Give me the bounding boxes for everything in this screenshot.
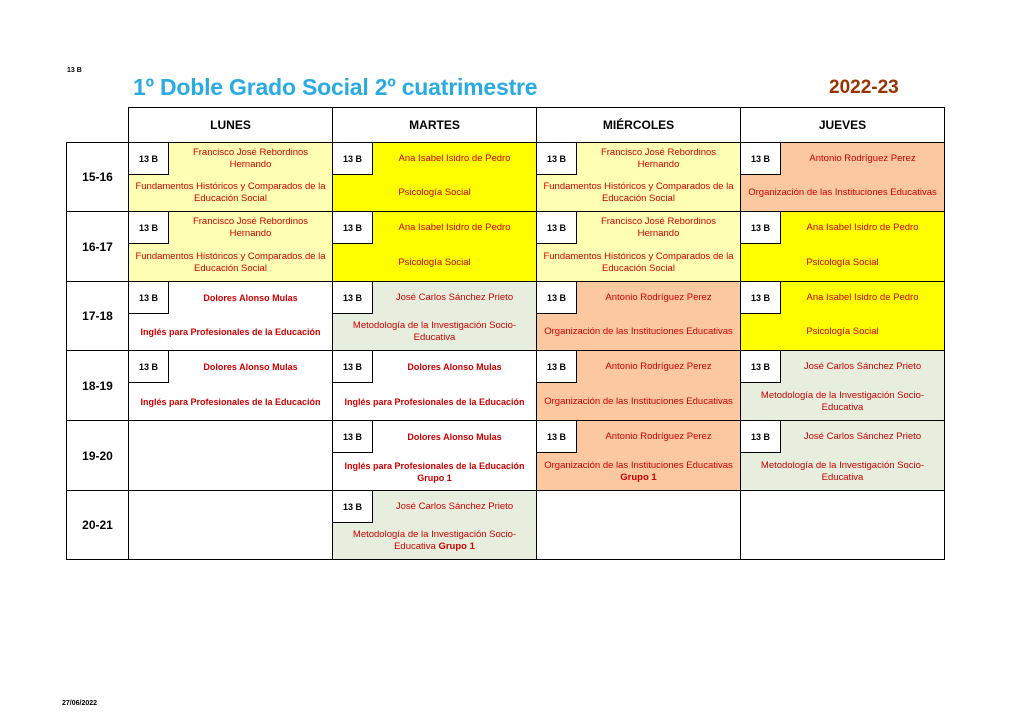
subject-text: Organización de las Instituciones Educativas (544, 395, 733, 407)
subject-text: Psicología Social (806, 256, 879, 268)
footer-date: 27/06/2022 (62, 700, 98, 707)
room-badge: 13 B (129, 282, 169, 314)
class-slot[interactable] (536, 211, 741, 282)
subject-text: Organización de las Instituciones Educativas (544, 326, 733, 337)
class-slot[interactable] (332, 420, 537, 491)
subject-text: Inglés para Profesionales de la Educación (344, 396, 525, 407)
room-badge: 13 B (129, 351, 169, 383)
teacher-name: Ana Isabel Isidro de Pedro (398, 222, 511, 233)
room-badge: 13 B (741, 282, 781, 314)
class-slot[interactable] (332, 211, 537, 282)
room-badge: 13 B (333, 491, 373, 523)
group-label: Grupo 1 (620, 471, 657, 483)
teacher-name: Antonio Rodríguez Perez (605, 431, 712, 442)
subject-name (741, 244, 944, 281)
subject-name (741, 175, 944, 211)
subject-name (537, 175, 740, 211)
teacher-name: Ana Isabel Isidro de Pedro (806, 222, 919, 233)
empty-slot (740, 490, 945, 560)
subject-name (129, 244, 332, 281)
teacher-name: Dolores Alonso Mulas (407, 362, 502, 372)
academic-year: 2022-23 (829, 77, 899, 98)
subject-name (537, 244, 740, 281)
room-badge: 13 B (537, 212, 577, 244)
subject-text: Fundamentos Históricos y Comparados de la Educación Social (543, 250, 734, 274)
subject-name (537, 314, 740, 350)
subject-text: Inglés para Profesionales de la Educación (140, 396, 321, 407)
subject-name (333, 453, 536, 490)
class-slot[interactable] (332, 490, 537, 560)
empty-slot (128, 420, 333, 491)
room-badge: 13 B (537, 421, 577, 453)
class-slot[interactable] (332, 350, 537, 421)
subject-text: Fundamentos Históricos y Comparados de la Educación Social (543, 181, 734, 204)
class-slot[interactable] (128, 142, 333, 212)
day-header-2: MARTES (332, 107, 537, 143)
time-slot-label: 19-20 (66, 420, 129, 491)
subject-name (333, 383, 536, 420)
subject-name (333, 244, 536, 281)
teacher-name: Francisco José Rebordinos Hernando (192, 147, 309, 170)
subject-text: Psicología Social (398, 256, 471, 268)
day-header-4: JUEVES (740, 107, 945, 143)
room-badge: 13 B (333, 282, 373, 314)
time-slot-label: 15-16 (66, 142, 129, 212)
subject-text: Psicología Social (398, 187, 471, 198)
class-slot[interactable] (740, 420, 945, 491)
room-badge: 13 B (333, 212, 373, 244)
room-badge: 13 B (129, 212, 169, 244)
room-badge: 13 B (741, 212, 781, 244)
subject-text: Inglés para Profesionales de la Educación (344, 460, 525, 471)
subject-text: Organización de las Instituciones Educativas (544, 459, 733, 471)
subject-name (333, 314, 536, 350)
teacher-name: José Carlos Sánchez Prieto (395, 501, 514, 512)
subject-name (741, 314, 944, 350)
teacher-name: José Carlos Sánchez Prieto (395, 292, 514, 303)
teacher-name: José Carlos Sánchez Prieto (803, 361, 922, 372)
teacher-name: Francisco José Rebordinos Hernando (600, 216, 717, 239)
room-badge: 13 B (741, 143, 781, 175)
subject-name (537, 383, 740, 420)
day-header-1: LUNES (128, 107, 333, 143)
subject-name (537, 453, 740, 490)
empty-slot (536, 490, 741, 560)
time-slot-label: 18-19 (66, 350, 129, 421)
class-slot[interactable] (128, 211, 333, 282)
class-slot[interactable] (332, 142, 537, 212)
class-slot[interactable] (536, 281, 741, 351)
teacher-name: Antonio Rodríguez Perez (605, 361, 712, 372)
subject-text: Metodología de la Investigación Socio-Educativa (760, 389, 925, 413)
class-slot[interactable] (740, 211, 945, 282)
subject-text: Metodología de la Investigación Socio-Educativa (352, 529, 517, 552)
class-slot[interactable] (536, 142, 741, 212)
subject-text: Organización de las Instituciones Educativas (748, 187, 937, 198)
teacher-name: Dolores Alonso Mulas (407, 432, 502, 442)
subject-text: Inglés para Profesionales de la Educación (140, 327, 321, 337)
teacher-name: Antonio Rodríguez Perez (809, 153, 916, 164)
time-slot-label: 16-17 (66, 211, 129, 282)
subject-name (129, 314, 332, 350)
subject-text: Psicología Social (806, 326, 879, 337)
teacher-name: Francisco José Rebordinos Hernando (192, 216, 309, 239)
room-badge: 13 B (741, 421, 781, 453)
class-slot[interactable] (128, 281, 333, 351)
room-badge: 13 B (333, 421, 373, 453)
class-slot[interactable] (128, 350, 333, 421)
class-slot[interactable] (332, 281, 537, 351)
group-label: Grupo 1 (438, 541, 475, 552)
day-header-3: MIÉRCOLES (536, 107, 741, 143)
teacher-name: Dolores Alonso Mulas (203, 293, 298, 303)
teacher-name: José Carlos Sánchez Prieto (803, 431, 922, 442)
room-badge: 13 B (333, 143, 373, 175)
room-corner-label: 13 B (67, 67, 82, 74)
group-label: Grupo 1 (417, 472, 452, 483)
room-badge: 13 B (537, 351, 577, 383)
class-slot[interactable] (536, 420, 741, 491)
empty-slot (128, 490, 333, 560)
subject-name (741, 453, 944, 490)
subject-name (333, 175, 536, 211)
class-slot[interactable] (740, 142, 945, 212)
teacher-name: Dolores Alonso Mulas (203, 362, 298, 372)
subject-name (129, 175, 332, 211)
teacher-name: Antonio Rodríguez Perez (605, 292, 712, 303)
room-badge: 13 B (537, 282, 577, 314)
teacher-name: Francisco José Rebordinos Hernando (600, 147, 717, 170)
class-slot[interactable] (740, 281, 945, 351)
subject-text: Metodología de la Investigación Socio-Educativa (352, 320, 517, 343)
subject-text: Fundamentos Históricos y Comparados de la Educación Social (135, 181, 326, 204)
teacher-name: Ana Isabel Isidro de Pedro (806, 292, 919, 303)
subject-name (741, 383, 944, 420)
class-slot[interactable] (740, 350, 945, 421)
subject-text: Fundamentos Históricos y Comparados de la Educación Social (135, 250, 326, 274)
room-badge: 13 B (333, 351, 373, 383)
time-slot-label: 20-21 (66, 490, 129, 560)
teacher-name: Ana Isabel Isidro de Pedro (398, 153, 511, 164)
class-slot[interactable] (536, 350, 741, 421)
room-badge: 13 B (741, 351, 781, 383)
room-badge: 13 B (537, 143, 577, 175)
subject-name (129, 383, 332, 420)
room-badge: 13 B (129, 143, 169, 175)
time-slot-label: 17-18 (66, 281, 129, 351)
subject-text: Metodología de la Investigación Socio-Educativa (760, 459, 925, 483)
subject-name (333, 523, 536, 559)
page-title: 1º Doble Grado Social 2º cuatrimestre (133, 74, 538, 100)
